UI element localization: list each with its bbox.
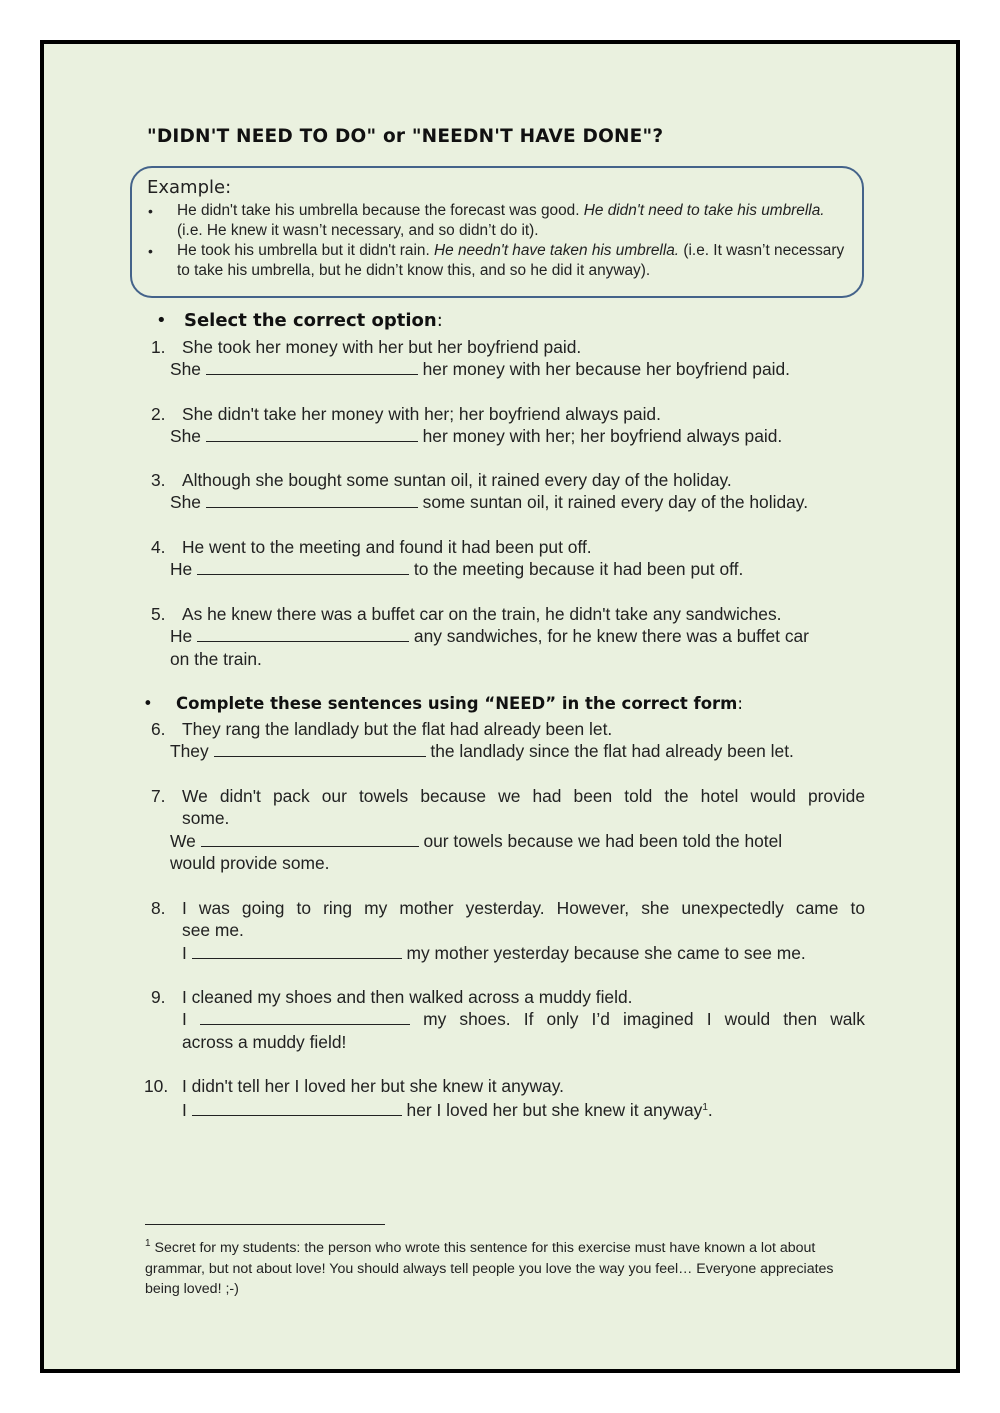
- answer-line: I my shoes. If only I’d imagined I would then walk: [182, 1009, 865, 1030]
- answer-blank[interactable]: [206, 425, 418, 442]
- answer-blank[interactable]: [206, 358, 418, 375]
- bullet-icon: •: [143, 694, 153, 713]
- example-box: [130, 166, 864, 298]
- worksheet-page: [44, 44, 956, 1369]
- answer-blank[interactable]: [206, 491, 418, 508]
- answer-line: She some suntan oil, it rained every day of the holiday.: [170, 492, 809, 513]
- question-10: 10. I didn't tell her I loved her but she knew it anyway. I her I loved her but she knew it anyway$^1$.: [151, 1075, 865, 1122]
- example-label: Example:: [147, 177, 232, 198]
- answer-line: She her money with her; her boyfriend always paid.: [170, 426, 783, 447]
- answer-line: I my mother yesterday because she came to see me.: [182, 942, 806, 963]
- answer-blank[interactable]: [192, 1099, 402, 1116]
- answer-line: We our towels because we had been told the hotel: [170, 830, 783, 851]
- question-9: 9. I cleaned my shoes and then walked across a muddy field. I my shoes. If only I’d imagined I would then walk across a muddy field!: [151, 987, 865, 1052]
- example-item: • He took his umbrella but it didn't rain. He needn't have taken his umbrella. (i.e. It wasn’t necessary to take his umbrella, but he didn’t know this, and so he did it anyway).: [148, 242, 845, 279]
- section-heading-complete: • Complete these sentences using “NEED” in the correct form:: [143, 694, 743, 713]
- question-4: 4. He went to the meeting and found it had been put off. He to the meeting because it had been put off.: [151, 536, 865, 581]
- worksheet-title: "DIDN'T NEED TO DO" or "NEEDN'T HAVE DONE"?: [147, 126, 664, 147]
- answer-line: He to the meeting because it had been put off.: [170, 559, 744, 580]
- footnote-separator: [145, 1224, 385, 1225]
- bullet-icon: •: [148, 243, 153, 259]
- question-2: 2. She didn't take her money with her; her boyfriend always paid. She her money with her; her boyfriend always paid.: [151, 403, 865, 448]
- question-8: 8. I was going to ring my mother yesterday. However, she unexpectedly came to see me. I my mother yesterday because she came to see me.: [151, 898, 865, 963]
- answer-blank[interactable]: [197, 558, 409, 575]
- answer-line: She her money with her because her boyfriend paid.: [170, 359, 790, 380]
- section-heading-select: • Select the correct option:: [156, 310, 443, 331]
- example-item: • He didn't take his umbrella because the forecast was good. He didn't need to take his umbrella. (i.e. He knew it wasn’t necessary, and so didn’t do it).: [148, 202, 825, 239]
- footnote: $^1$ Secret for my students: the person who wrote this sentence for this exercise must have known a lot about grammar, but not about love! You should always tell people you love the way you feel… Everyone appreciates being loved! ;-): [145, 1238, 834, 1297]
- answer-blank[interactable]: [200, 1008, 410, 1025]
- question-7: 7. We didn't pack our towels because we had been told the hotel would provide some. We our towels because we had been told the hotel would provide some.: [151, 786, 865, 874]
- answer-blank[interactable]: [192, 942, 402, 959]
- question-1: 1. She took her money with her but her boyfriend paid. She her money with her because her boyfriend paid.: [151, 336, 865, 381]
- answer-blank[interactable]: [197, 625, 409, 642]
- question-6: 6. They rang the landlady but the flat had already been let. They the landlady since the flat had already been let.: [151, 718, 865, 763]
- question-3: 3. Although she bought some suntan oil, it rained every day of the holiday. She some suntan oil, it rained every day of the holiday.: [151, 469, 865, 514]
- question-5: 5. As he knew there was a buffet car on the train, he didn't take any sandwiches. He any sandwiches, for he knew there was a buffet car on the train.: [151, 603, 865, 670]
- answer-blank[interactable]: [201, 830, 419, 847]
- example-list: [146, 201, 852, 281]
- answer-line: He any sandwiches, for he knew there was a buffet car: [170, 626, 809, 647]
- bullet-icon: •: [148, 203, 153, 219]
- footnote-reference[interactable]: 1: [702, 1102, 708, 1114]
- page-border: [40, 40, 960, 1373]
- bullet-icon: •: [156, 310, 167, 331]
- answer-blank[interactable]: [214, 740, 426, 757]
- answer-line: They the landlady since the flat had already been let.: [170, 741, 794, 762]
- answer-line: I her I loved her but she knew it anyway$^1$.: [182, 1100, 713, 1121]
